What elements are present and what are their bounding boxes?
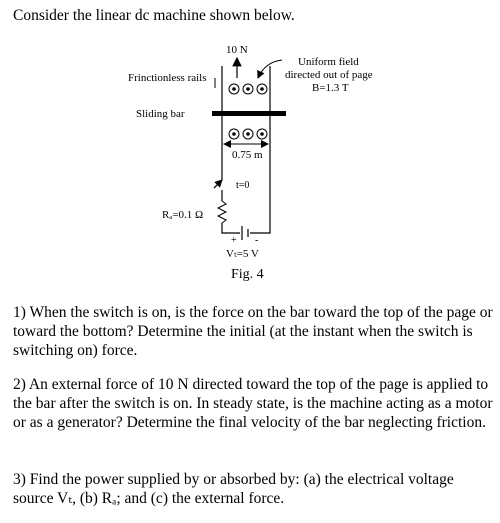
question-3: 3) Find the power supplied by or absorbed by: (a) the electrical voltage source Vₜ, (b) Rₐ; and (c) the external force. (13, 471, 454, 507)
source-label: Vₜ=5 V (226, 248, 259, 260)
linear-dc-machine-figure (110, 38, 400, 283)
bar-label: Sliding bar (136, 108, 185, 120)
rails-label: Frinctionless rails (128, 72, 207, 84)
source-minus-sign: - (255, 235, 259, 246)
question-2: 2) An external force of 10 N directed toward the top of the page is applied to the bar after the switch is on. In steady state, is the machine acting as a motor or as a generator? Determine the final velocity of the bar neglecting friction. (13, 376, 493, 431)
source-plus-sign: + (231, 235, 237, 246)
sliding-bar (212, 111, 286, 116)
figure-caption: Fig. 4 (231, 267, 264, 282)
field-label-line3: B=1.3 T (312, 82, 349, 94)
length-label: 0.75 m (232, 149, 263, 161)
force-label: 10 N (226, 44, 248, 56)
resistor-zigzag (218, 201, 226, 223)
field-dots-bottom (229, 129, 267, 139)
resistor-label: Rₐ=0.1 Ω (162, 209, 204, 221)
switch-arrow (214, 180, 222, 188)
field-label-line2: directed out of page (285, 69, 373, 81)
field-label-line1: Uniform field (298, 56, 359, 68)
intro-text: Consider the linear dc machine shown below. (13, 7, 295, 24)
switch-label: t=0 (236, 180, 250, 191)
bottom-wire-right (250, 180, 270, 233)
question-1: 1) When the switch is on, is the force on the bar toward the top of the page or toward the bottom? Determine the initial (at the instant when the switch is switching on) force. (13, 304, 493, 359)
field-dots-top (229, 84, 267, 94)
bottom-wire-left (222, 223, 240, 233)
